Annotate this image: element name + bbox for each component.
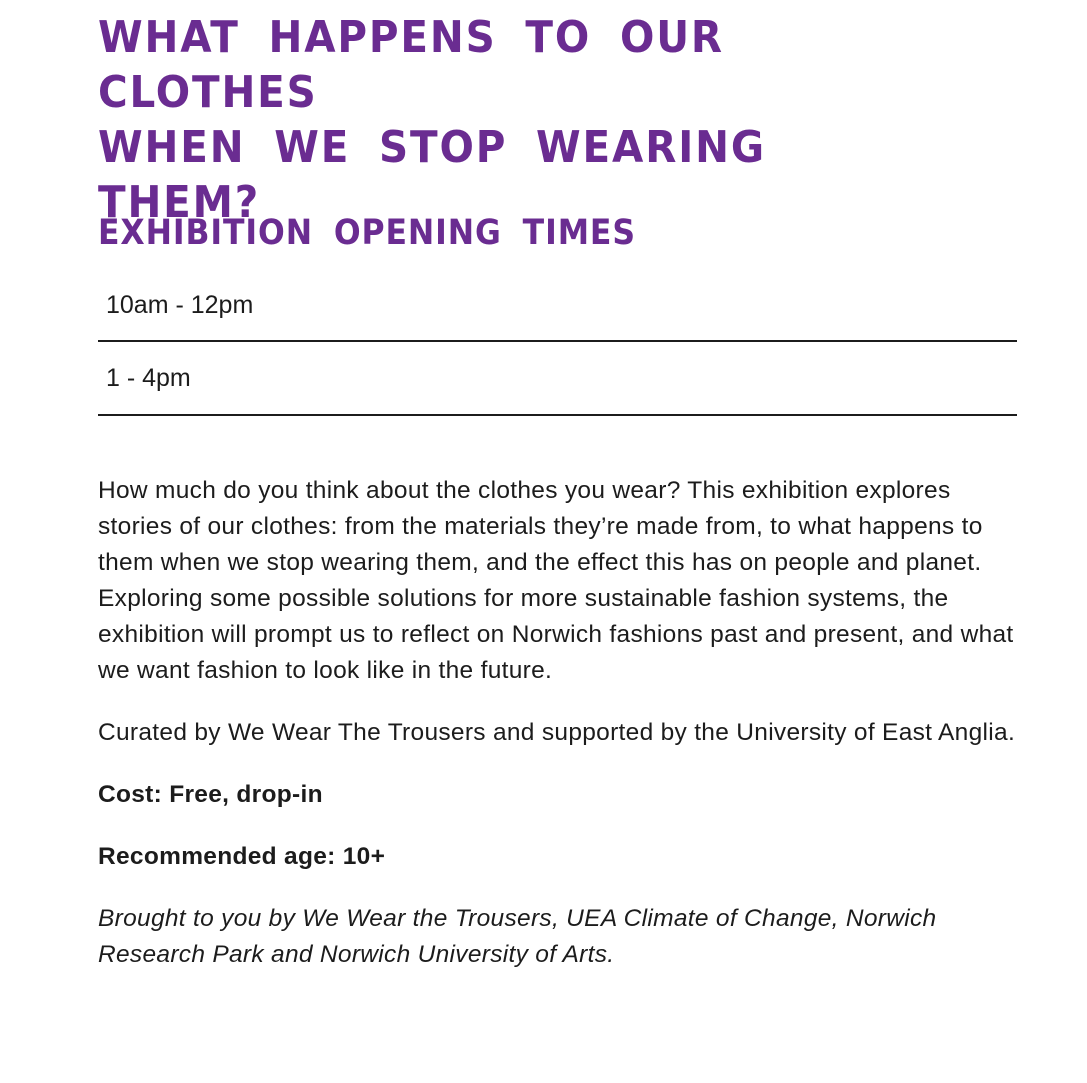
exhibition-description: How much do you think about the clothes you wear? This exhibition explores stories of our clothes: from the materials they’re made from, to what happens to them when we stop wearing them, and the effect this has on people and planet. Exploring some possible solutions for more sustainable fashion systems, the exhibition will prompt us to reflect on Norwich fashions past and present, and what we want fashion to look like in the future. (98, 477, 1014, 684)
page-title-line-1: WHAT HAPPENS TO OUR CLOTHES (98, 12, 724, 118)
page-title (98, 10, 944, 230)
opening-time-row: 1 - 4pm (98, 342, 1017, 416)
cost-text: Cost: Free, drop-in (98, 781, 323, 808)
opening-time-row: 10am - 12pm (98, 270, 1017, 342)
opening-times-list (98, 270, 1017, 416)
curated-by-text: Curated by We Wear The Trousers and supported by the University of East Anglia. (98, 719, 1016, 746)
opening-times-heading: EXHIBITION OPENING TIMES (98, 213, 636, 253)
event-details (98, 473, 1023, 999)
credits-text: Brought to you by We Wear the Trousers, UEA Climate of Change, Norwich Research Park and Norwich University of Arts. (98, 905, 937, 968)
recommended-age-text: Recommended age: 10+ (98, 843, 386, 870)
page-title-line-2: WHEN WE STOP WEARING THEM? (98, 122, 766, 228)
